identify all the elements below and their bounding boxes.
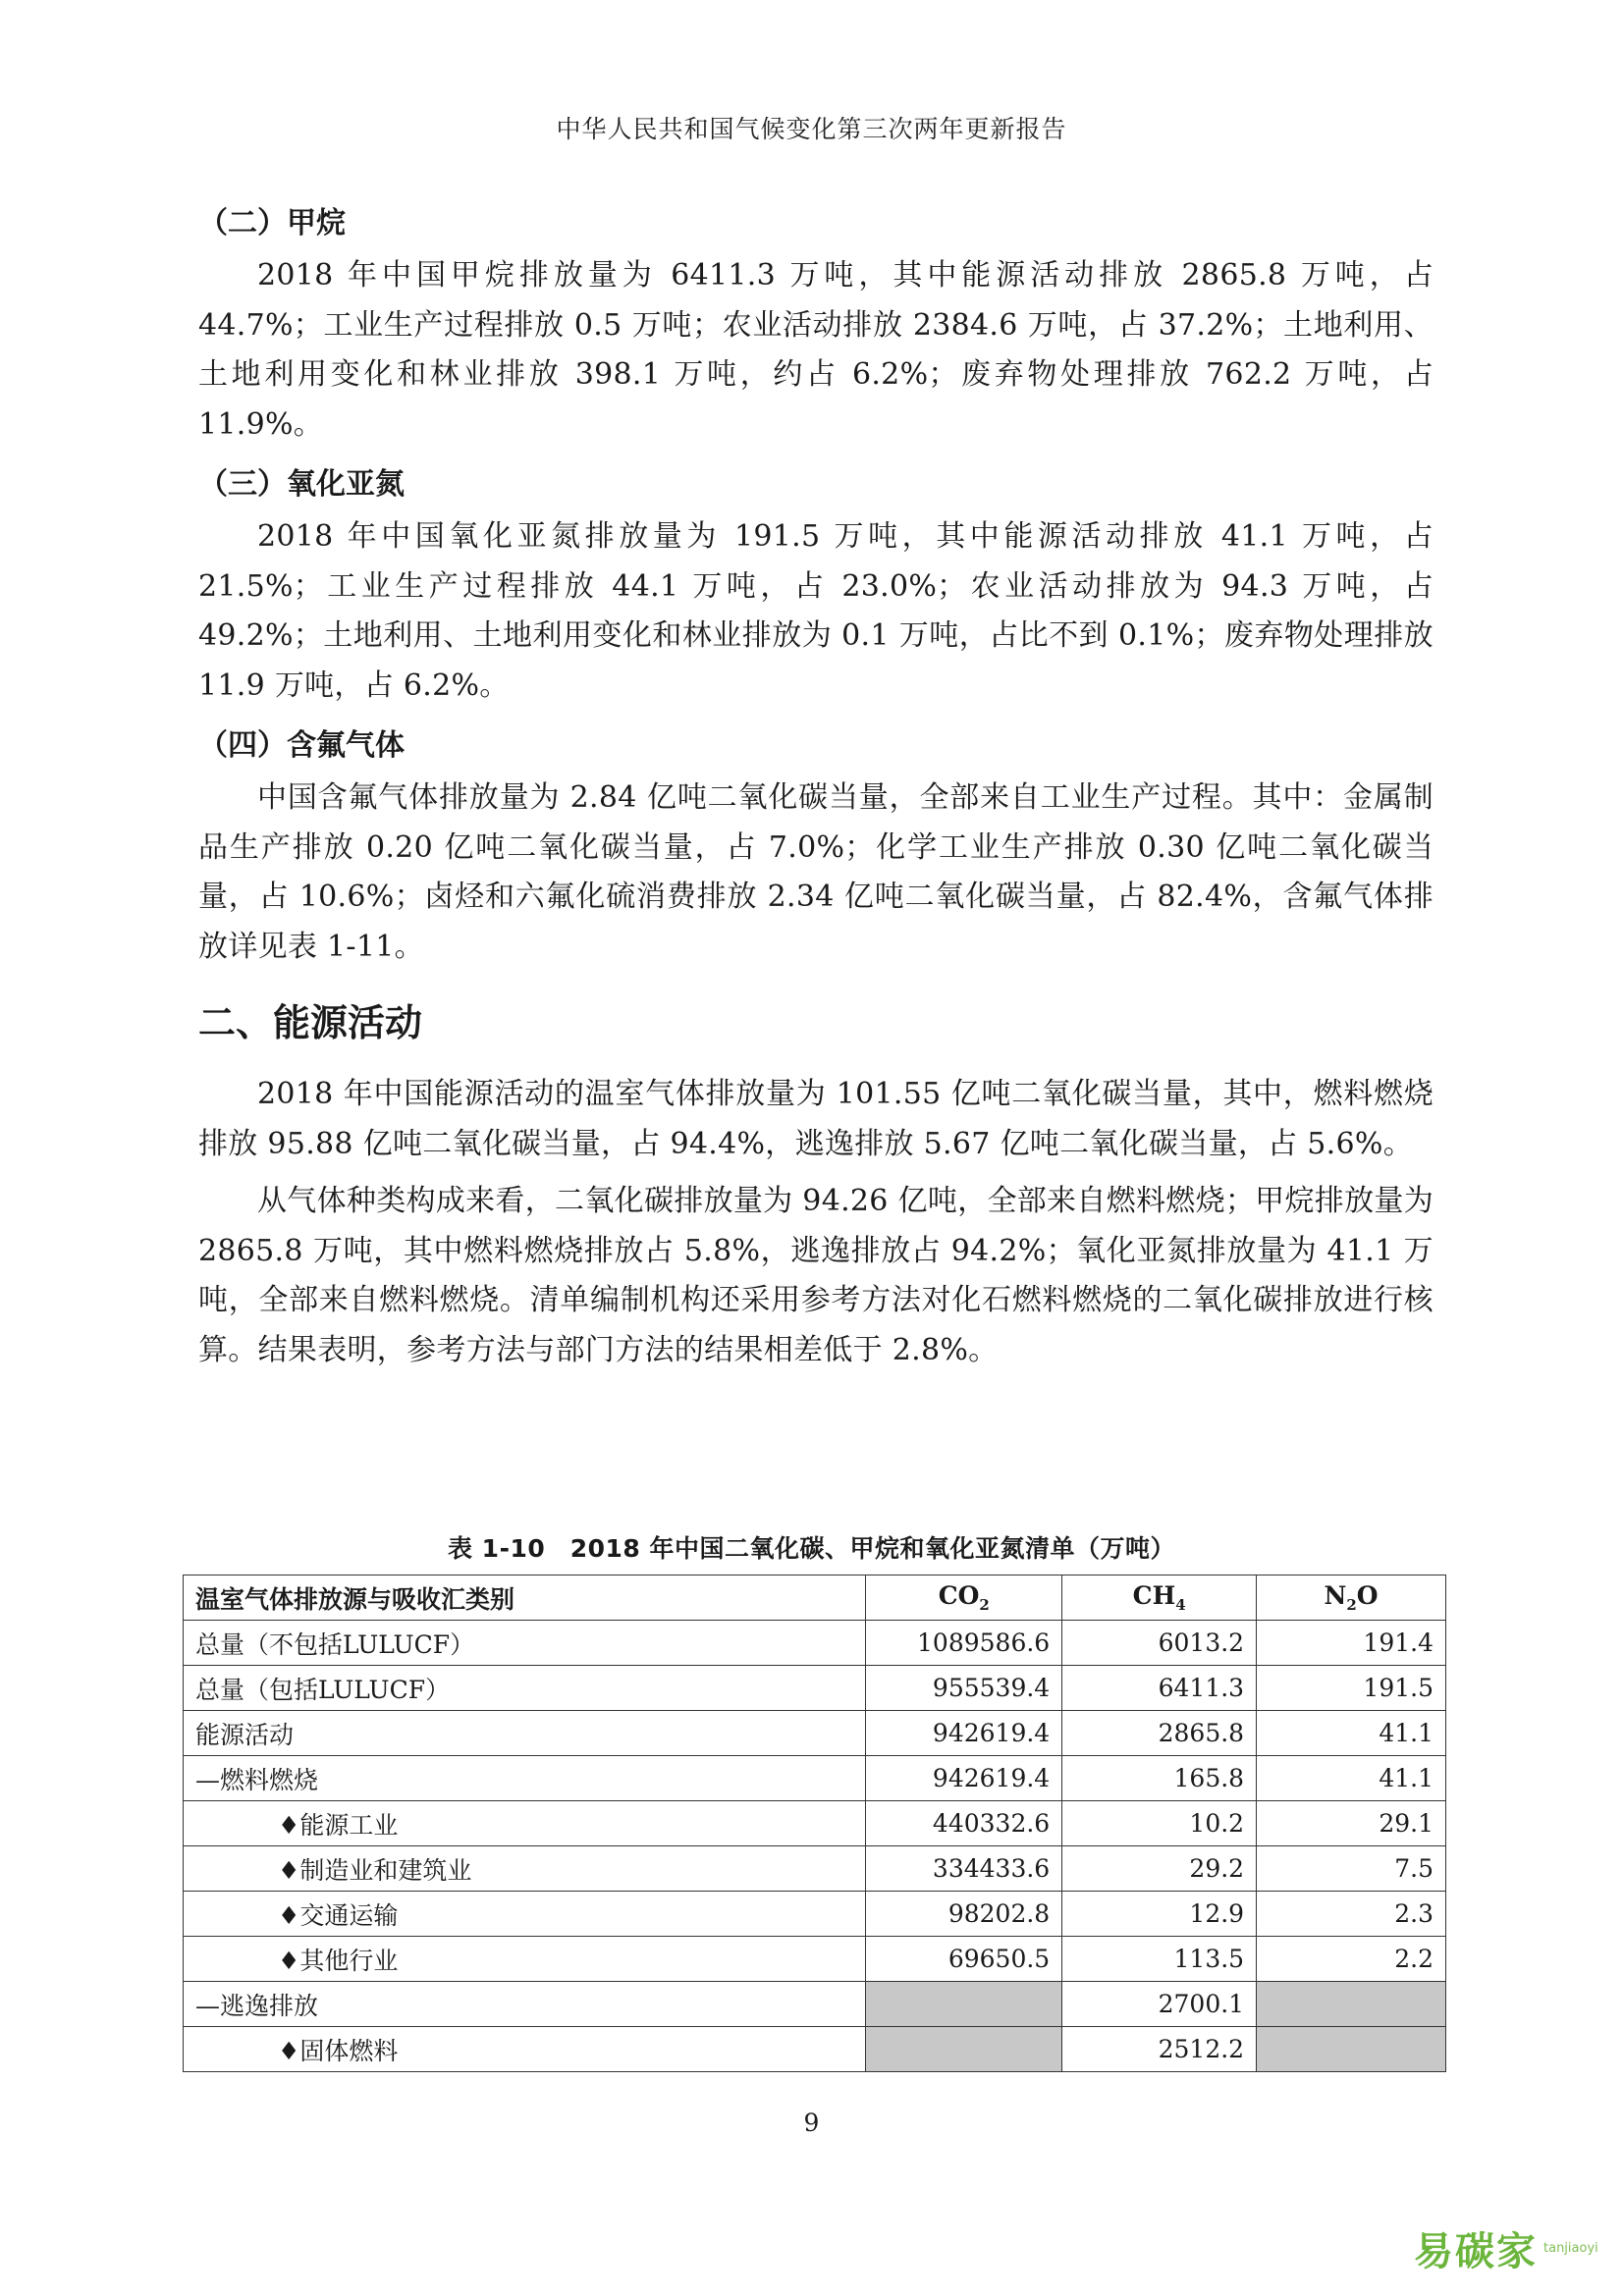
row-label: 能源活动	[184, 1711, 866, 1756]
section-heading-methane: （二）甲烷	[198, 206, 346, 240]
table-row	[184, 1711, 1446, 1756]
row-label: ♦制造业和建筑业	[184, 1846, 866, 1892]
section-heading-nitrous-oxide: （三）氧化亚氮	[198, 467, 405, 502]
header-co2: $CO_2$	[866, 1575, 1062, 1621]
table-row	[184, 1756, 1446, 1801]
ch4-value: 6411.3	[1062, 1666, 1257, 1711]
section-heading-energy: 二、能源活动	[198, 1001, 423, 1044]
row-label: 总量（不包括LULUCF）	[184, 1621, 866, 1666]
co2-value-shaded	[866, 1982, 1062, 2027]
co2-value-shaded	[866, 2027, 1062, 2072]
ch4-value: 113.5	[1062, 1937, 1257, 1982]
n2o-value: 191.4	[1257, 1621, 1446, 1666]
co2-value: 1089586.6	[866, 1621, 1062, 1666]
watermark-domain: tanjiaoyi	[1543, 2241, 1598, 2256]
table-row	[184, 1621, 1446, 1666]
row-label: ♦其他行业	[184, 1937, 866, 1982]
row-label: 总量（包括LULUCF）	[184, 1666, 866, 1711]
n2o-value: 41.1	[1257, 1756, 1446, 1801]
nitrous-oxide-paragraph: 2018 年中国氧化亚氮排放量为 191.5 万吨，其中能源活动排放 41.1 万吨，占 21.5%；工业生产过程排放 44.1 万吨，占 23.0%；农业活动排放为 94.3 万吨，占 49.2%；土地利用、土地利用变化和林业排放为 0.1 万吨，占比不到 0.1%；废弃物处理排放 11.9 万吨，占 6.2%。	[198, 519, 1434, 703]
ch4-value: 6013.2	[1062, 1621, 1257, 1666]
n2o-value: 29.1	[1257, 1801, 1446, 1846]
co2-value: 334433.6	[866, 1846, 1062, 1892]
table-row	[184, 2027, 1446, 2072]
table-row	[184, 1846, 1446, 1892]
co2-value: 440332.6	[866, 1801, 1062, 1846]
watermark-logo	[1414, 2220, 1598, 2276]
energy-paragraph-2: 从气体种类构成来看，二氧化碳排放量为 94.26 亿吨，全部来自燃料燃烧；甲烷排放量为 2865.8 万吨，其中燃料燃烧排放占 5.8%，逃逸排放占 94.2%；氧化亚氮排放量为 41.1 万吨，全部来自燃料燃烧。清单编制机构还采用参考方法对化石燃料燃烧的二氧化碳排放进行核算。结果表明，参考方法与部门方法的结果相差低于 2.8%。	[198, 1184, 1434, 1367]
table-caption: 表 1-10 2018 年中国二氧化碳、甲烷和氧化亚氮清单（万吨）	[447, 1534, 1176, 1563]
co2-value: 942619.4	[866, 1756, 1062, 1801]
body-text	[198, 196, 1434, 1375]
table-row	[184, 1666, 1446, 1711]
n2o-value: 2.3	[1257, 1892, 1446, 1937]
n2o-value-shaded	[1257, 1982, 1446, 2027]
ch4-value: 2700.1	[1062, 1982, 1257, 2027]
table-row	[184, 1892, 1446, 1937]
running-header: 中华人民共和国气候变化第三次两年更新报告	[556, 115, 1067, 143]
header-category: 温室气体排放源与吸收汇类别	[184, 1575, 866, 1621]
ch4-value: 12.9	[1062, 1892, 1257, 1937]
header-n2o: $N_2O$	[1257, 1575, 1446, 1621]
ch4-value: 10.2	[1062, 1801, 1257, 1846]
methane-paragraph: 2018 年中国甲烷排放量为 6411.3 万吨，其中能源活动排放 2865.8 万吨，占 44.7%；工业生产过程排放 0.5 万吨；农业活动排放 2384.6 万吨，占 37.2%；土地利用、土地利用变化和林业排放 398.1 万吨，约占 6.2%；废弃物处理排放 762.2 万吨，占 11.9%。	[198, 258, 1434, 442]
ch4-value: 2865.8	[1062, 1711, 1257, 1756]
co2-value: 69650.5	[866, 1937, 1062, 1982]
ch4-value: 29.2	[1062, 1846, 1257, 1892]
ch4-value: 2512.2	[1062, 2027, 1257, 2072]
page-number: 9	[803, 2109, 820, 2137]
n2o-value: 191.5	[1257, 1666, 1446, 1711]
row-label: —逃逸排放	[184, 1982, 866, 2027]
row-label: —燃料燃烧	[184, 1756, 866, 1801]
ch4-value: 165.8	[1062, 1756, 1257, 1801]
n2o-value-shaded	[1257, 2027, 1446, 2072]
section-heading-fluorinated: （四）含氟气体	[198, 728, 405, 763]
n2o-value: 2.2	[1257, 1937, 1446, 1982]
co2-value: 98202.8	[866, 1892, 1062, 1937]
table-row	[184, 1982, 1446, 2027]
energy-paragraph-1: 2018 年中国能源活动的温室气体排放量为 101.55 亿吨二氧化碳当量，其中，燃料燃烧排放 95.88 亿吨二氧化碳当量，占 94.4%，逃逸排放 5.67 亿吨二氧化碳当量，占 5.6%。	[198, 1077, 1434, 1161]
emissions-table	[183, 1575, 1446, 2072]
table-header-row	[184, 1575, 1446, 1621]
table-row	[184, 1801, 1446, 1846]
row-label: ♦能源工业	[184, 1801, 866, 1846]
watermark-text: 易碳家	[1414, 2229, 1538, 2274]
co2-value: 955539.4	[866, 1666, 1062, 1711]
row-label: ♦交通运输	[184, 1892, 866, 1937]
co2-value: 942619.4	[866, 1711, 1062, 1756]
row-label: ♦固体燃料	[184, 2027, 866, 2072]
n2o-value: 7.5	[1257, 1846, 1446, 1892]
table-row	[184, 1937, 1446, 1982]
header-ch4: $CH_4$	[1062, 1575, 1257, 1621]
fluorinated-paragraph: 中国含氟气体排放量为 2.84 亿吨二氧化碳当量，全部来自工业生产过程。其中：金属制品生产排放 0.20 亿吨二氧化碳当量，占 7.0%；化学工业生产排放 0.30 亿吨二氧化碳当量，占 10.6%；卤烃和六氟化硫消费排放 2.34 亿吨二氧化碳当量，占 82.4%，含氟气体排放详见表 1-11。	[198, 780, 1434, 964]
n2o-value: 41.1	[1257, 1711, 1446, 1756]
